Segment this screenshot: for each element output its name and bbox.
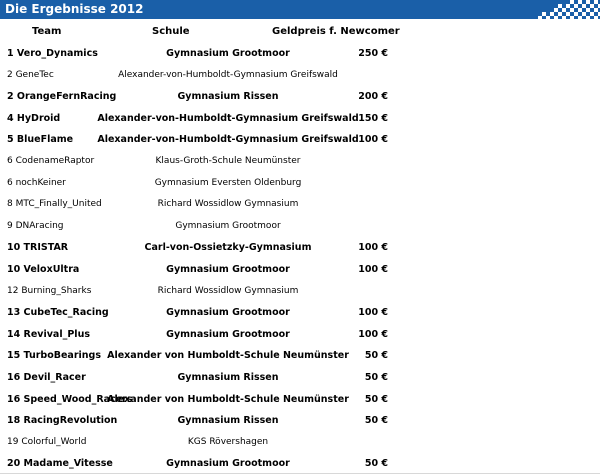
school-cell: Gymnasium Rissen — [177, 372, 279, 383]
team-cell: 14 Revival_Plus — [7, 328, 90, 340]
school-cell: Gymnasium Grootmoor — [166, 264, 290, 275]
school-cell: Gymnasium Grootmoor — [166, 48, 290, 59]
team-cell: 15 TurboBearings — [7, 350, 101, 362]
table-row — [0, 282, 600, 304]
prize-cell: 100 € — [358, 307, 388, 319]
prize-cell: 100 € — [358, 134, 388, 146]
school-cell: Alexander-von-Humboldt-Gymnasium Greifswald — [97, 134, 359, 146]
table-row — [0, 130, 600, 152]
checkered-flag-icon — [530, 0, 600, 19]
school-cell: Gymnasium Rissen — [177, 91, 279, 103]
team-cell: 18 RacingRevolution — [7, 415, 118, 427]
team-cell: 10 TRISTAR — [7, 242, 69, 254]
school-cell: Alexander von Humboldt-Schule Neumünster — [107, 393, 349, 405]
table-row — [0, 238, 600, 260]
prize-cell: 150 € — [358, 112, 388, 124]
prize-cell: 100 € — [358, 242, 388, 254]
team-cell: 10 VeloxUltra — [7, 264, 80, 275]
prize-cell: 250 € — [358, 48, 388, 59]
column-header-team: Team — [32, 26, 62, 37]
school-cell: Alexander-von-Humboldt-Gymnasium Greifswald — [118, 69, 338, 80]
prize-cell: 50 € — [364, 458, 388, 470]
table-row — [0, 195, 600, 217]
prize-cell: 200 € — [358, 91, 388, 103]
school-cell: Gymnasium Grootmoor — [166, 328, 290, 340]
table-bottom-border — [0, 473, 600, 474]
school-cell: Gymnasium Grootmoor — [175, 220, 281, 231]
table-row — [0, 390, 600, 412]
table-row — [0, 433, 600, 455]
school-cell: Carl-von-Ossietzky-Gymnasium — [144, 242, 312, 254]
team-cell: 6 CodenameRaptor — [7, 156, 95, 166]
prize-cell: 50 € — [364, 393, 388, 405]
team-cell: 6 nochKeiner — [7, 177, 66, 188]
school-cell: Gymnasium Grootmoor — [166, 307, 290, 319]
prize-cell: 50 € — [364, 372, 388, 383]
team-cell: 16 Devil_Racer — [7, 372, 86, 383]
school-cell: Richard Wossidlow Gymnasium — [157, 285, 299, 296]
team-cell: 12 Burning_Sharks — [7, 285, 92, 296]
team-cell: 1 Vero_Dynamics — [7, 48, 98, 59]
team-cell: 13 CubeTec_Racing — [7, 307, 109, 319]
team-cell: 8 MTC_Finally_United — [7, 199, 102, 210]
prize-cell: 50 € — [364, 415, 388, 427]
team-cell: 2 OrangeFernRacing — [7, 91, 117, 103]
table-row — [0, 325, 600, 347]
table-row — [0, 152, 600, 174]
table-row — [0, 174, 600, 196]
table-row — [0, 66, 600, 88]
school-cell: Klaus-Groth-Schule Neumünster — [155, 156, 301, 166]
table-row — [0, 109, 600, 131]
table-row — [0, 346, 600, 368]
school-cell: Alexander von Humboldt-Schule Neumünster — [107, 350, 349, 362]
school-cell: Gymnasium Grootmoor — [166, 458, 290, 470]
prize-cell: 100 € — [358, 328, 388, 340]
school-cell: Alexander-von-Humboldt-Gymnasium Greifswald — [97, 112, 359, 124]
table-row — [0, 368, 600, 390]
team-cell: 2 GeneTec — [7, 69, 54, 80]
column-header-school: Schule — [152, 26, 190, 37]
team-cell: 16 Speed_Wood_Racers — [7, 393, 133, 405]
table-row — [0, 411, 600, 433]
results-title: Die Ergebnisse 2012 — [5, 2, 144, 16]
school-cell: Gymnasium Rissen — [177, 415, 279, 427]
school-cell: Gymnasium Eversten Oldenburg — [154, 177, 302, 188]
school-cell: Richard Wossidlow Gymnasium — [157, 199, 299, 210]
prize-cell: 50 € — [364, 350, 388, 362]
table-row — [0, 303, 600, 325]
team-cell: 4 HyDroid — [7, 112, 61, 124]
team-cell: 9 DNAracing — [7, 220, 64, 231]
team-cell: 19 Colorful_World — [7, 436, 87, 447]
prize-cell: 100 € — [358, 264, 388, 275]
table-row — [0, 217, 600, 239]
table-row — [0, 87, 600, 109]
results-header-bar — [0, 0, 600, 19]
school-cell: KGS Rövershagen — [187, 436, 269, 447]
team-cell: 20 Madame_Vitesse — [7, 458, 113, 470]
table-row — [0, 44, 600, 66]
team-cell: 5 BlueFlame — [7, 134, 74, 146]
column-header-prize: Geldpreis f. Newcomer — [272, 26, 400, 37]
table-row — [0, 260, 600, 282]
